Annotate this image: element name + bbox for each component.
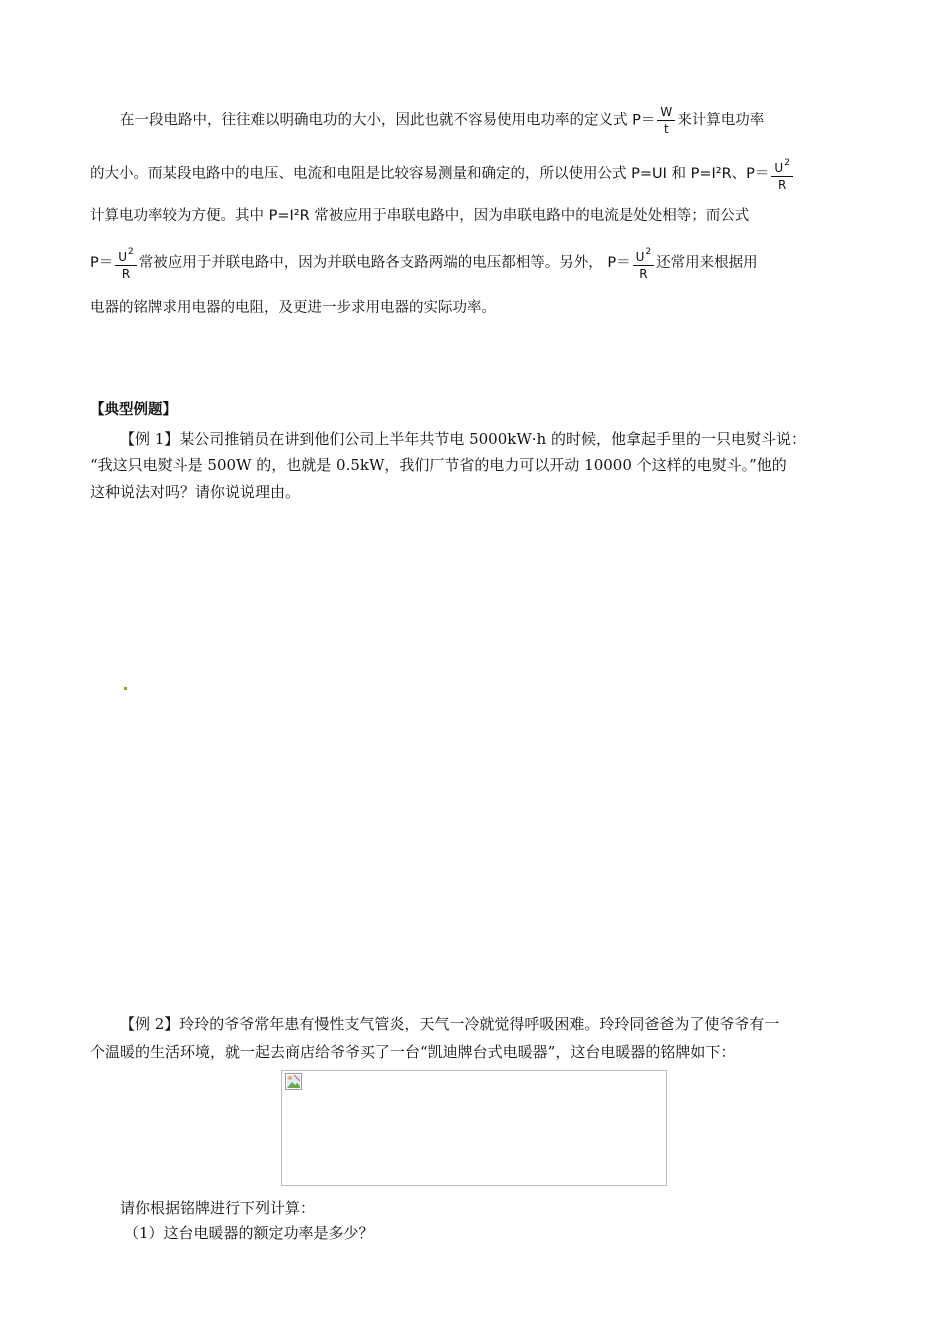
example-2-line-1: 【例 2】玲玲的爷爷常年患有慢性支气管炎，天气一冷就觉得呼吸困难。玲玲同爸爸为了使爷爷有一	[120, 1015, 780, 1033]
superscript: 2	[784, 158, 790, 168]
fraction-numerator: W	[657, 104, 675, 121]
intro-line-3	[90, 206, 749, 226]
intro-line-4-tail: 还常用来根据用	[656, 255, 758, 271]
intro-line-1	[120, 104, 764, 137]
formula-p-label: P＝	[90, 255, 114, 271]
stray-mark	[124, 687, 127, 690]
fraction-denominator: R	[121, 267, 131, 281]
intro-line-5	[90, 298, 496, 318]
fraction-numerator: U	[118, 250, 128, 264]
intro-line-2	[90, 155, 795, 193]
intro-line-1-tail: 来计算电功率	[677, 112, 765, 129]
example-1-line-3: 这种说法对吗？请你说说理由。	[90, 483, 301, 501]
superscript: 2	[645, 247, 652, 257]
example-2-line-4: （1）这台电暖器的额定功率是多少？	[124, 1224, 374, 1242]
formula-u2-over-r	[633, 244, 655, 282]
nameplate-image	[281, 1070, 667, 1186]
example-2-line-3: 请你根据铭牌进行下列计算：	[120, 1199, 316, 1217]
formula-u2-over-r	[115, 244, 137, 282]
intro-line-5-text: 电器的铭牌求用电器的电阻，及更进一步求用电器的实际功率。	[90, 300, 496, 316]
intro-line-4	[90, 244, 758, 282]
fraction-numerator: U	[774, 161, 784, 175]
broken-image-icon	[285, 1073, 302, 1090]
intro-line-2-text: 的大小。而某段电路中的电压、电流和电阻是比较容易测量和确定的，所以使用公式 P=UI 和 P=I²R、P＝	[90, 166, 770, 182]
example-1-line-2: “我这只电熨斗是 500W 的，也就是 0.5kW，我们厂节省的电力可以开动 10000 个这样的电熨斗。”他的	[90, 456, 787, 474]
fraction-denominator: R	[778, 178, 787, 192]
fraction-numerator: U	[635, 250, 645, 264]
fraction-denominator: t	[663, 122, 669, 136]
intro-line-1-text: 在一段电路中，往往难以明确电功的大小，因此也就不容易使用电功率的定义式 P＝	[120, 112, 656, 129]
superscript: 2	[128, 247, 134, 257]
example-2-line-2: 个温暖的生活环境，就一起去商店给爷爷买了一台“凯迪牌台式电暖器”，这台电暖器的铭牌如下：	[90, 1043, 736, 1061]
formula-w-over-t	[657, 104, 675, 137]
fraction-denominator: R	[639, 267, 648, 281]
intro-line-4-text: 常被应用于并联电路中，因为并联电路各支路两端的电压都相等。另外， P＝	[138, 255, 631, 271]
formula-u2-over-r	[771, 155, 793, 193]
example-1-line-1: 【例 1】某公司推销员在讲到他们公司上半年共节电 5000kW·h 的时候，他拿起手里的一只电熨斗说：	[120, 430, 806, 448]
section-title: 【典型例题】	[90, 402, 177, 418]
intro-line-3-text: 计算电功率较为方便。其中 P=I²R 常被应用于串联电路中，因为串联电路中的电流是处处相等；而公式	[90, 208, 750, 224]
